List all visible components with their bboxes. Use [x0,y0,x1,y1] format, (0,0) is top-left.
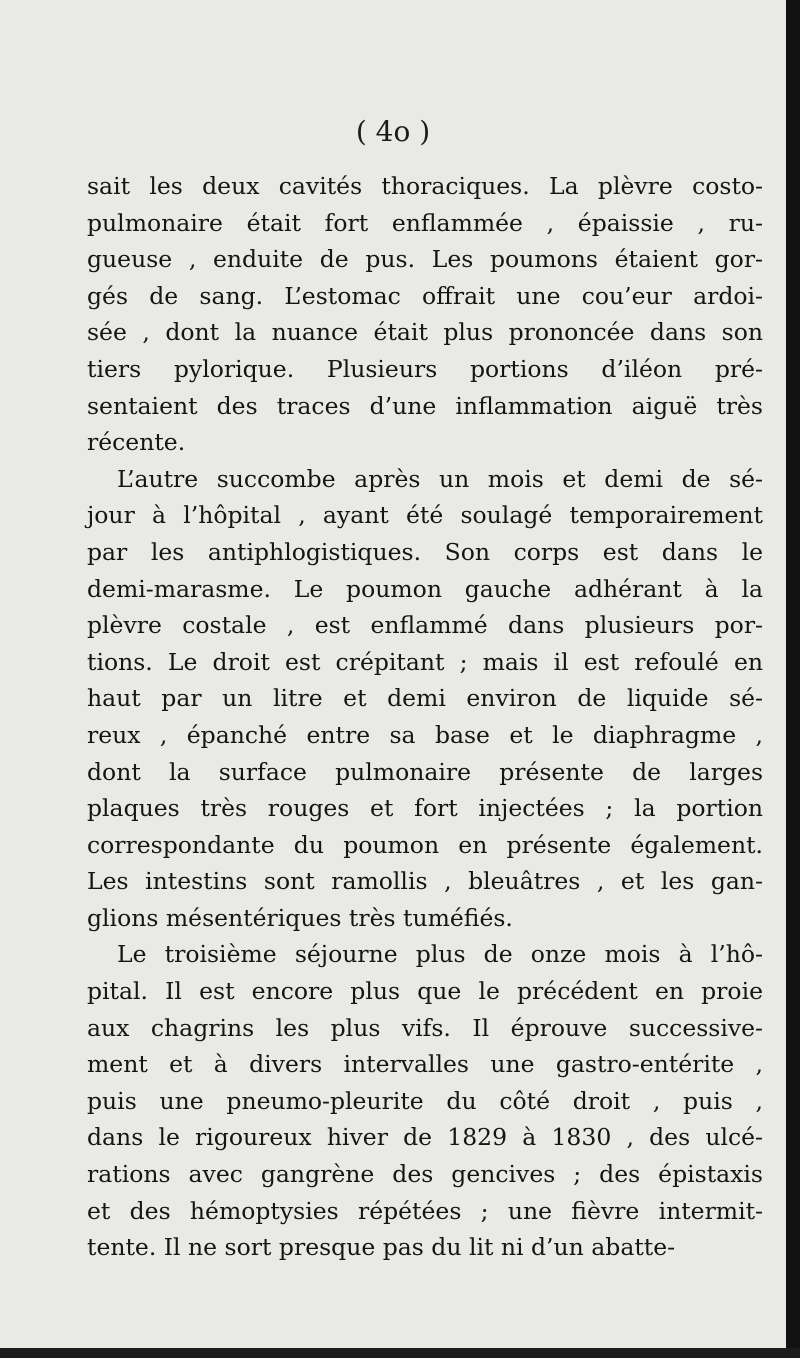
text-line: par les antiphlogistiques. Son corps est dans le [87,537,763,566]
text-line: Les intestins sont ramollis , bleuâtres , et les gan- [87,867,763,896]
text-line: plèvre costale , est enflammé dans plusieurs por- [87,611,763,640]
text-line: récente. [87,428,186,457]
text-line: L’autre succombe après un mois et demi de sé- [117,464,763,493]
paragraph [87,168,763,461]
text-line: reux , épanché entre sa base et le diaphragme , [87,720,763,749]
text-line: puis une pneumo-pleurite du côté droit , puis , [87,1086,763,1115]
text-line: et des hémoptysies répétées ; une fièvre intermit- [87,1196,763,1225]
text-line: tions. Le droit est crépitant ; mais il est refoulé en [87,647,763,676]
paragraph [87,461,763,937]
text-line: jour à l’hôpital , ayant été soulagé temporairement [87,501,763,530]
text-line: haut par un litre et demi environ de liquide sé- [87,684,763,713]
page-edge-shadow [786,0,800,1358]
text-line: glions mésentériques très tuméfiés. [87,903,513,932]
text-line: aux chagrins les plus vifs. Il éprouve successive- [87,1013,763,1042]
text-line: ment et à divers intervalles une gastro-entérite , [87,1050,763,1079]
text-line: tente. Il ne sort presque pas du lit ni d’un abatte- [87,1233,676,1262]
page-number: ( 4o ) [355,115,431,148]
text-line: sait les deux cavités thoraciques. La plèvre costo- [87,172,763,200]
paragraph [87,936,763,1265]
text-line: dans le rigoureux hiver de 1829 à 1830 , des ulcé- [87,1123,763,1152]
text-line: dont la surface pulmonaire présente de larges [87,757,763,786]
text-line: pital. Il est encore plus que le précédent en proie [87,977,763,1006]
text-line: tiers pylorique. Plusieurs portions d’iléon pré- [87,354,763,383]
page-bottom-shadow [0,1348,800,1358]
text-line: plaques très rouges et fort injectées ; la portion [87,794,763,823]
text-line: pulmonaire était fort enflammée , épaissie , ru- [87,208,763,237]
text-line: sentaient des traces d’une inflammation aiguë très [87,391,763,420]
text-line: gueuse , enduite de pus. Les poumons étaient gor- [87,245,763,274]
text-line: correspondante du poumon en présente également. [87,830,763,859]
text-line: gés de sang. L’estomac offrait une cou’eur ardoi- [87,281,763,310]
text-line: demi-marasme. Le poumon gauche adhérant à la [87,574,763,603]
text-line: rations avec gangrène des gencives ; des épistaxis [87,1160,763,1189]
text-line: Le troisième séjourne plus de onze mois à l’hô- [117,940,763,969]
text-line: sée , dont la nuance était plus prononcée dans son [87,318,763,347]
body-text [87,168,763,1266]
